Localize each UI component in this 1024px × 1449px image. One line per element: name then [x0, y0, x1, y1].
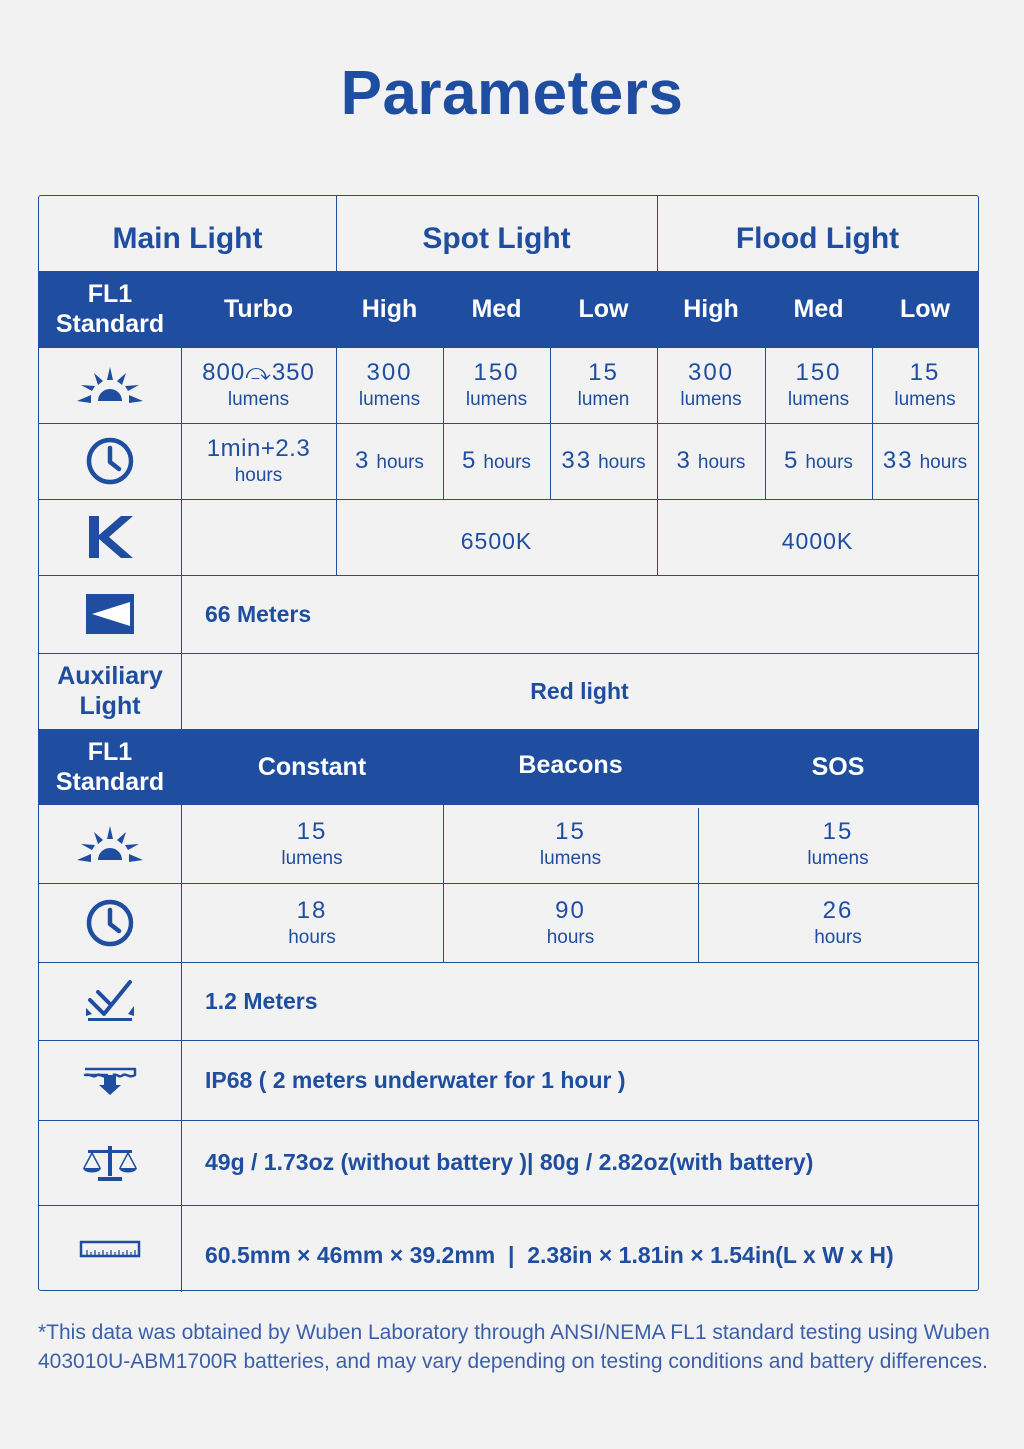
- unit: lumens: [680, 389, 742, 410]
- spot-med-runtime: [443, 423, 550, 499]
- unit: lumens: [539, 848, 602, 869]
- value: 90: [555, 896, 586, 924]
- value: 33: [882, 447, 914, 474]
- value: 3: [355, 447, 371, 474]
- brightness-icon: [39, 805, 181, 883]
- clock-icon: [39, 883, 181, 962]
- mode-flood-high: High: [683, 295, 739, 323]
- value: 26: [822, 896, 854, 924]
- constant-runtime: [181, 883, 443, 962]
- waterproof-value: IP68 ( 2 meters underwater for 1 hour ): [205, 1066, 626, 1093]
- flood-low-lumens: [872, 347, 978, 423]
- fl1-standard-label-aux: [39, 729, 181, 805]
- unit: lumens: [807, 848, 869, 869]
- value: 150: [473, 359, 520, 386]
- unit: hours: [919, 452, 968, 473]
- value: 15: [588, 359, 619, 386]
- spot-cct: 6500K: [460, 527, 533, 554]
- light-label: Light: [79, 692, 141, 720]
- clock-icon: [39, 423, 181, 499]
- unit: lumens: [787, 389, 850, 410]
- sos-runtime: [698, 883, 978, 962]
- value: 18: [296, 896, 328, 924]
- value: 33: [561, 447, 593, 474]
- mode-spot-low: Low: [578, 295, 629, 323]
- spot-high-runtime: [336, 423, 443, 499]
- value: 300: [687, 359, 735, 386]
- unit: hours: [697, 452, 746, 473]
- value: 800⤼350: [202, 359, 315, 386]
- flood-cct: 4000K: [781, 527, 854, 554]
- value: 5: [462, 447, 478, 474]
- constant-lumens: [181, 805, 443, 883]
- value: 15: [296, 818, 328, 845]
- mode-flood-low: Low: [900, 295, 950, 323]
- value: 150: [795, 359, 842, 386]
- parameters-table: [38, 195, 979, 1291]
- beacons-runtime: [443, 883, 698, 962]
- mode-spot-high: High: [361, 295, 418, 323]
- mode-flood-med: Med: [793, 295, 844, 323]
- unit: hours: [546, 926, 595, 948]
- turbo-lumens: [181, 347, 336, 423]
- fl1-label: FL1: [87, 738, 133, 766]
- unit: hours: [376, 452, 424, 473]
- spot-light-header: Spot Light: [422, 221, 571, 255]
- sos-lumens: [698, 805, 978, 883]
- brightness-icon: [39, 347, 181, 423]
- beacons-lumens: [443, 805, 698, 883]
- unit: lumens: [358, 389, 421, 410]
- unit: lumens: [281, 848, 343, 869]
- flood-med-lumens: [765, 347, 872, 423]
- footnote: *This data was obtained by Wuben Laboratory through ANSI/NEMA FL1 standard testing using Wuben 403010U-ABM1700R batteries, and may vary depending on testing conditions and battery differences.: [38, 1321, 990, 1373]
- fl1-standard-label: [39, 271, 181, 347]
- unit: lumens: [227, 389, 290, 410]
- spot-low-lumens: [550, 347, 657, 423]
- mode-beacons: Beacons: [518, 751, 623, 779]
- auxiliary-light-label: [39, 653, 181, 729]
- impact-resistance-value: 1.2 Meters: [205, 987, 318, 1014]
- flood-high-lumens: [657, 347, 765, 423]
- weight-value: 49g / 1.73oz (without battery )| 80g / 2.82oz(with battery): [205, 1149, 814, 1175]
- unit: hours: [814, 926, 862, 948]
- flood-low-runtime: [872, 423, 978, 499]
- flood-light-header: Flood Light: [735, 221, 900, 255]
- unit: hours: [805, 452, 853, 473]
- mode-turbo: Turbo: [224, 295, 293, 323]
- beam-distance-value: 66 Meters: [205, 600, 312, 627]
- unit: lumens: [465, 389, 528, 410]
- value: 1min+2.3: [206, 435, 311, 462]
- unit: hours: [483, 452, 531, 473]
- spot-low-runtime: [550, 423, 657, 499]
- value: 300: [366, 359, 413, 386]
- standard-label: Standard: [55, 310, 165, 338]
- standard-label: Standard: [55, 768, 165, 796]
- value: 15: [909, 359, 941, 386]
- value: 5: [784, 447, 800, 474]
- mode-constant: Constant: [257, 753, 367, 781]
- unit: hours: [234, 465, 283, 486]
- kelvin-icon: [39, 499, 181, 575]
- value: 15: [822, 818, 854, 845]
- mode-sos: SOS: [811, 753, 865, 781]
- auxiliary-label: Auxiliary: [57, 662, 163, 690]
- unit: lumens: [894, 389, 956, 410]
- turbo-runtime: [181, 423, 336, 499]
- main-light-header: Main Light: [112, 221, 263, 255]
- spot-high-lumens: [336, 347, 443, 423]
- flood-med-runtime: [765, 423, 872, 499]
- flood-high-runtime: [657, 423, 765, 499]
- unit: hours: [598, 452, 646, 473]
- red-light-value: Red light: [530, 677, 629, 704]
- value: 15: [555, 818, 586, 845]
- mode-spot-med: Med: [471, 295, 522, 323]
- value: 3: [676, 447, 692, 474]
- fl1-label: FL1: [87, 280, 133, 308]
- page-title: Parameters: [340, 59, 684, 128]
- spot-med-lumens: [443, 347, 550, 423]
- unit: hours: [288, 926, 336, 948]
- size-value: 60.5mm × 46mm × 39.2mm | 2.38in × 1.81in × 1.54in(L x W x H): [205, 1242, 894, 1268]
- unit: lumen: [577, 389, 630, 410]
